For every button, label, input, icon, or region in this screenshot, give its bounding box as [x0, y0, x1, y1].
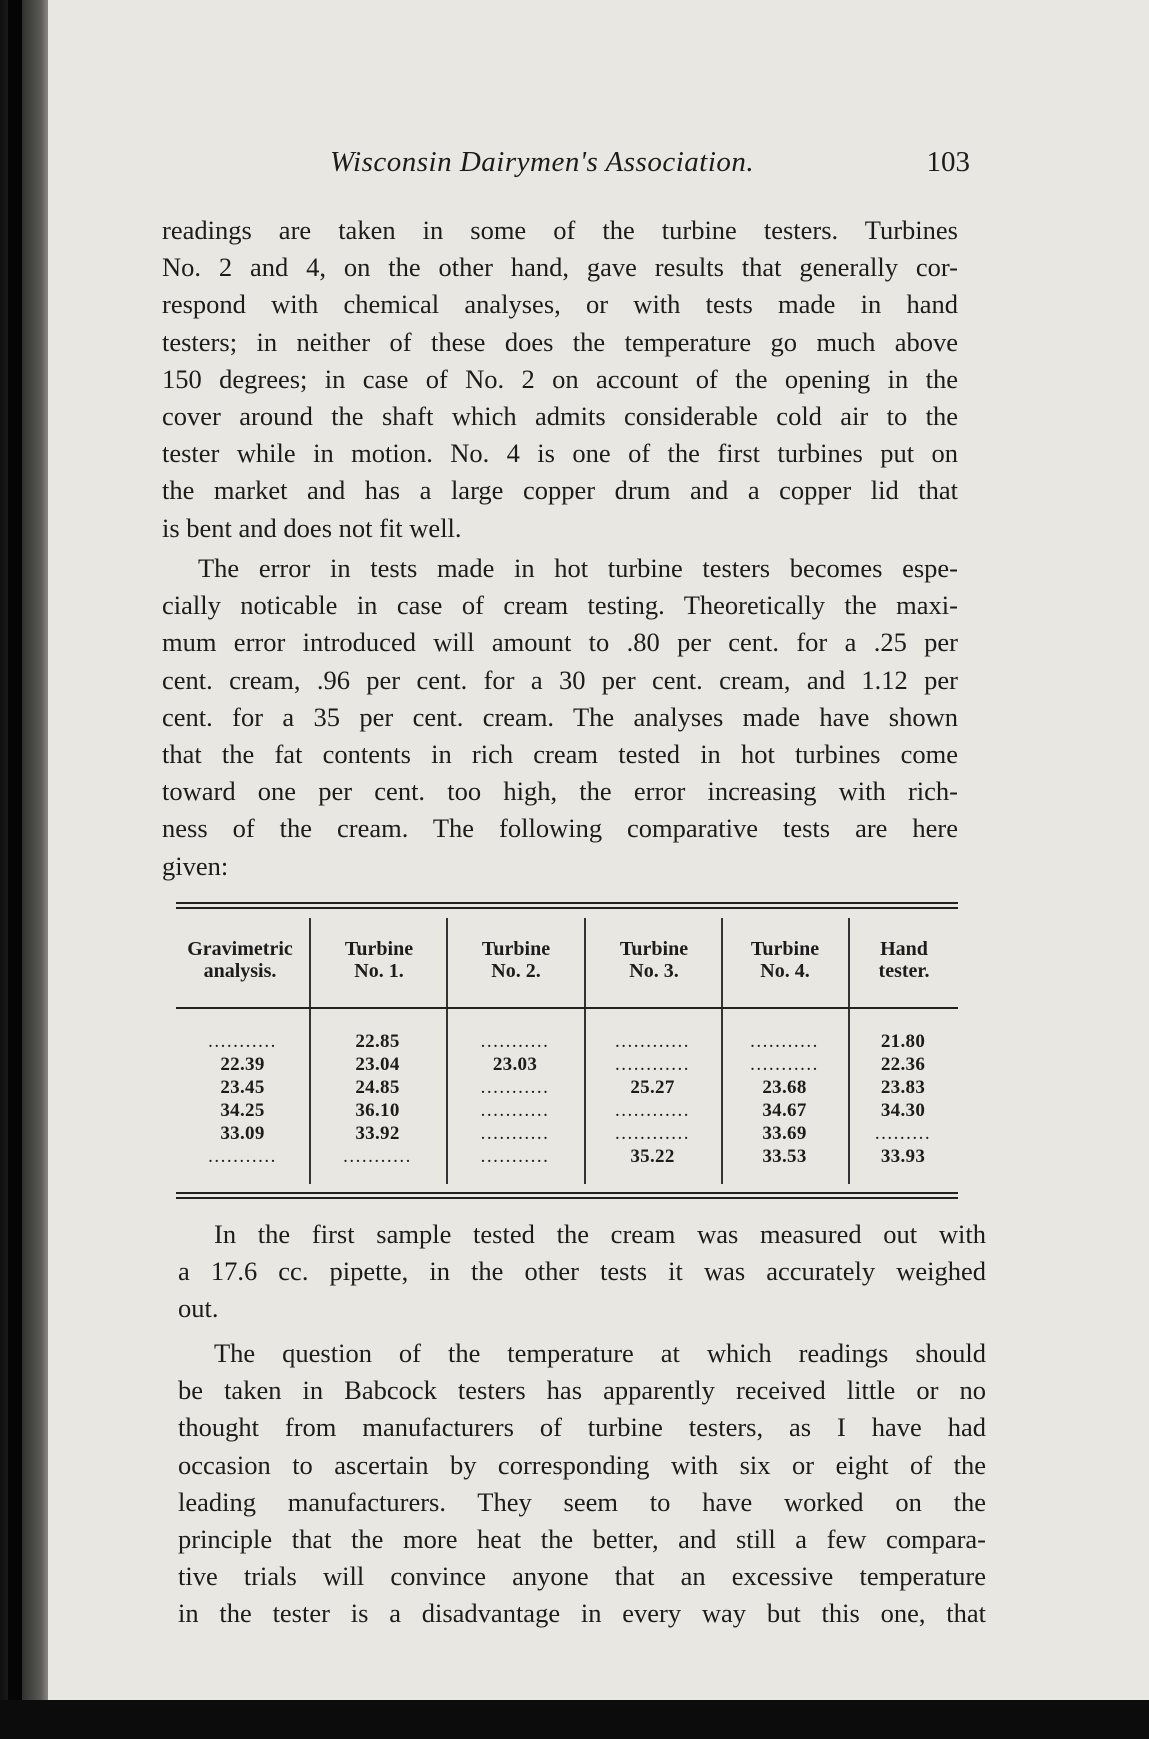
paragraph-line: in the tester is a disadvantage in every way but this one, that — [178, 1598, 986, 1629]
paragraph-line: given: — [162, 850, 229, 881]
paragraph-line: cent. for a 35 per cent. cream. The analyses made have shown — [162, 701, 958, 732]
table-cell: ......... — [874, 1123, 932, 1144]
table-cell: 34.25 — [220, 1100, 265, 1121]
table-bottom-rule — [176, 1197, 958, 1199]
page-number: 103 — [926, 146, 970, 178]
table-cell: 23.03 — [492, 1054, 538, 1075]
column-header: Turbine No. 2. — [481, 938, 551, 982]
table-top-rule-inner — [176, 907, 958, 909]
column-header: Turbine No. 4. — [750, 938, 820, 982]
scan-bottom-border — [0, 1700, 1149, 1739]
table-cell: ............ — [615, 1100, 690, 1121]
paragraph-line: 150 degrees; in case of No. 2 on account of the opening in the — [162, 363, 958, 394]
paragraph-line: respond with chemical analyses, or with tests made in hand — [162, 289, 958, 320]
paragraph-line: testers; in neither of these does the temperature go much above — [162, 326, 958, 357]
paragraph-line: In the first sample tested the cream was measured out with — [214, 1219, 986, 1249]
table-cell: 22.39 — [220, 1054, 265, 1075]
running-title: Wisconsin Dairymen's Association. — [330, 146, 755, 178]
table-cell: ............ — [615, 1054, 690, 1075]
table-cell: ........... — [480, 1031, 550, 1052]
table-cell: 33.69 — [762, 1123, 807, 1144]
paragraph-2 — [162, 550, 958, 885]
table-cell: ........... — [208, 1146, 277, 1167]
table-cell: 33.53 — [762, 1146, 807, 1167]
table-cell: 33.93 — [880, 1146, 926, 1167]
column-header: Turbine No. 3. — [619, 938, 689, 982]
paragraph-line: readings are taken in some of the turbine testers. Turbines — [162, 215, 958, 245]
paragraph-line: be taken in Babcock testers has apparently received little or no — [178, 1375, 986, 1406]
table-cell: 24.85 — [355, 1077, 400, 1098]
paragraph-line: tester while in motion. No. 4 is one of the first turbines put on — [162, 438, 958, 469]
table-cell: ........... — [750, 1054, 819, 1075]
table-cell: 35.22 — [630, 1146, 675, 1167]
comparative-tests-table — [176, 902, 958, 1202]
paragraph-line: cover around the shaft which admits considerable cold air to the — [162, 401, 958, 432]
table-cell: 22.85 — [355, 1031, 400, 1052]
paragraph-line: principle that the more heat the better, and still a few compara- — [178, 1524, 986, 1555]
table-cell: 23.45 — [220, 1077, 265, 1098]
table-cell: ........... — [480, 1100, 550, 1121]
paragraph-3 — [178, 1216, 986, 1328]
paragraph-line: is bent and does not fit well. — [162, 512, 462, 543]
spine-edge — [8, 0, 22, 1739]
paragraph-line: cially noticable in case of cream testing. Theoretically the maxi- — [162, 590, 958, 621]
table-cell: 25.27 — [630, 1077, 675, 1098]
column-header: Gravimetric analysis. — [187, 938, 293, 982]
paragraph-line: No. 2 and 4, on the other hand, gave results that generally cor- — [162, 252, 958, 283]
paragraph-line: thought from manufacturers of turbine testers, as I have had — [178, 1412, 986, 1443]
column-header: Hand tester. — [878, 938, 930, 982]
table-cell: 23.68 — [762, 1077, 807, 1098]
table-cell: 34.30 — [880, 1100, 926, 1121]
paragraph-line: mum error introduced will amount to .80 per cent. for a .25 per — [162, 627, 958, 658]
paragraph-line: out. — [178, 1293, 219, 1324]
paragraph-line: toward one per cent. too high, the error increasing with rich- — [162, 776, 958, 807]
table-cell: 21.80 — [880, 1031, 926, 1052]
table-cell: ........... — [208, 1031, 277, 1052]
running-header — [330, 146, 970, 186]
paragraph-line: The error in tests made in hot turbine testers becomes espe- — [198, 553, 958, 583]
paragraph-line: a 17.6 cc. pipette, in the other tests it was accurately weighed — [178, 1256, 986, 1287]
table-cell: 23.83 — [880, 1077, 926, 1098]
paragraph-1 — [162, 212, 958, 547]
table-cell: 33.92 — [355, 1123, 400, 1144]
paragraph-line: The question of the temperature at which readings should — [214, 1338, 986, 1368]
column-header: Turbine No. 1. — [344, 938, 414, 982]
paragraph-line: cent. cream, .96 per cent. for a 30 per cent. cream, and 1.12 per — [162, 664, 958, 695]
paragraph-4 — [178, 1335, 986, 1633]
table-cell: ............ — [615, 1123, 690, 1144]
table-cell: 36.10 — [355, 1100, 400, 1121]
table-cell: ........... — [750, 1031, 819, 1052]
table-cell: 34.67 — [762, 1100, 807, 1121]
paragraph-line: occasion to ascertain by corresponding with six or eight of the — [178, 1449, 986, 1480]
paragraph-line: ness of the cream. The following comparative tests are here — [162, 813, 958, 844]
table-cell: 22.36 — [880, 1054, 926, 1075]
book-spine — [0, 0, 48, 1739]
table-cell: 33.09 — [220, 1123, 265, 1144]
table-cell: ............ — [615, 1031, 690, 1052]
table-cell: ........... — [343, 1146, 412, 1167]
header-rule — [176, 1007, 958, 1009]
table-bottom-rule-inner — [176, 1192, 958, 1194]
paragraph-line: tive trials will convince anyone that an excessive temperature — [178, 1561, 986, 1592]
table-cell: ........... — [480, 1146, 550, 1167]
table-cell: ........... — [480, 1123, 550, 1144]
paragraph-line: the market and has a large copper drum and a copper lid that — [162, 475, 958, 506]
paragraph-line: that the fat contents in rich cream tested in hot turbines come — [162, 739, 958, 770]
table-cell: ........... — [480, 1077, 550, 1098]
table-cell: 23.04 — [355, 1054, 400, 1075]
table-top-rule — [176, 902, 958, 904]
paragraph-line: leading manufacturers. They seem to have worked on the — [178, 1486, 986, 1517]
